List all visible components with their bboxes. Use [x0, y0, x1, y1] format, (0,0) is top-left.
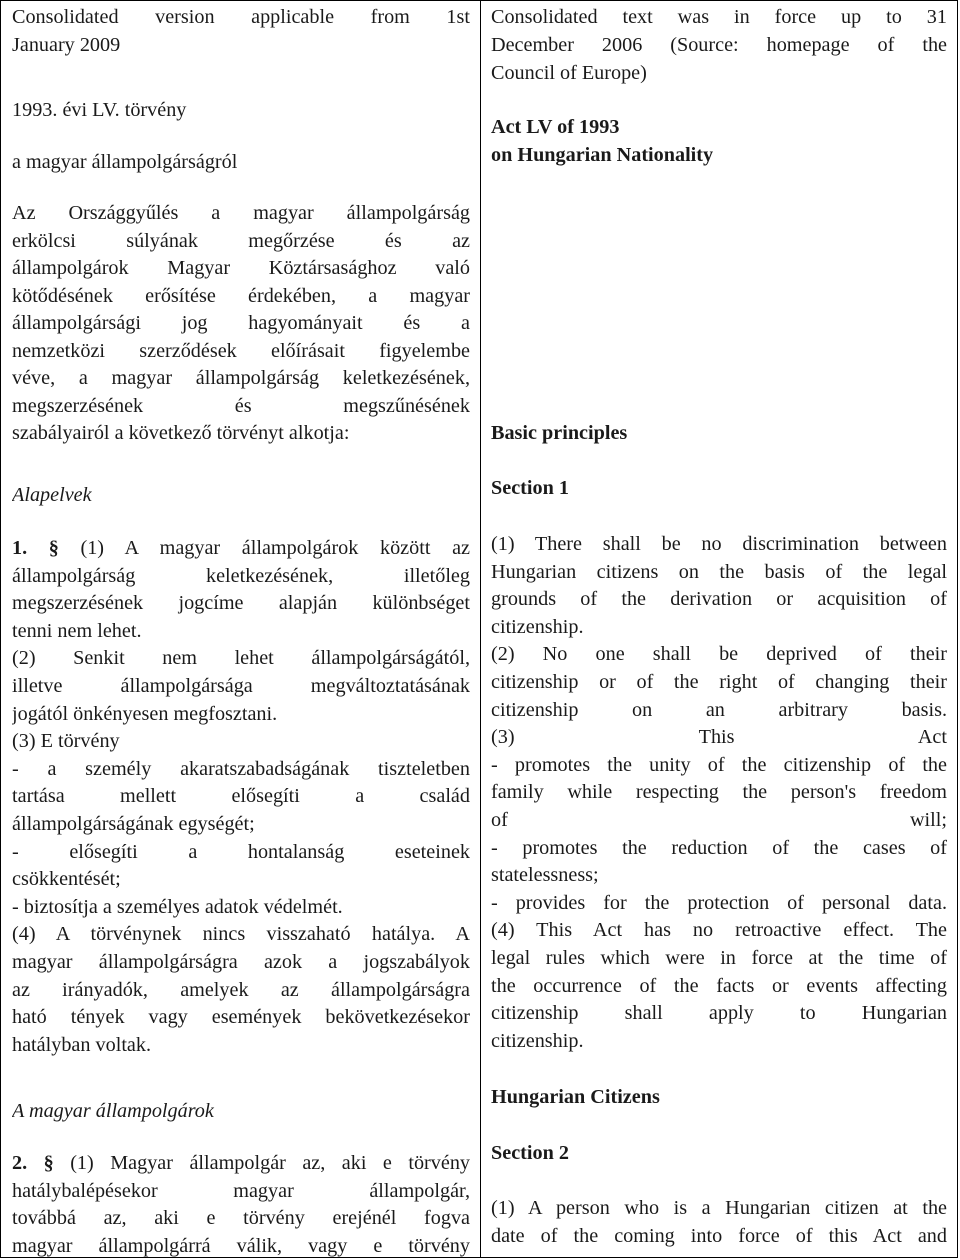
section-line: - a személy akaratszabadságának tiszteletben	[12, 757, 470, 780]
section-line: (2) Senkit nem lehet állampolgárságától,	[12, 647, 470, 670]
section-line: továbbá az, aki e törvény erejénél fogva	[12, 1207, 470, 1229]
section-line: tenni nem lehet.	[12, 619, 142, 642]
heading-citizens: A magyar állampolgárok	[12, 1100, 214, 1122]
act-subtitle: a magyar állampolgárságról	[12, 151, 238, 173]
heading-citizens: Hungarian Citizens	[491, 1086, 660, 1108]
section-line: date of the coming into force of this Act and	[491, 1224, 947, 1247]
preamble-line: Az Országgyűlés a magyar állampolgárság	[12, 202, 470, 224]
section-number: 1.	[12, 537, 28, 559]
section-line: citizenship.	[491, 615, 584, 638]
preamble-line: szabályairól a következő törvényt alkotja:	[12, 422, 350, 444]
preamble-line: kötődésének erősítése érdekében, a magyar	[12, 284, 470, 307]
section-1-first-line	[12, 535, 470, 563]
section-2-heading: Section 2	[491, 1142, 569, 1164]
section-sign: §	[48, 537, 59, 559]
consolidated-text-note: Council of Europe)	[491, 62, 647, 84]
hungarian-column	[12, 1, 470, 1257]
section-line: (2) No one shall be deprived of their	[491, 643, 947, 666]
section-line: illetve állampolgársága megváltoztatásának	[12, 675, 470, 697]
section-line: - elősegíti a hontalanság eseteinek	[12, 840, 470, 863]
section-line: Hungarian citizens on the basis of the legal	[491, 560, 947, 583]
preamble-line: állampolgársági jog hagyományait és a	[12, 312, 470, 334]
section-line: (1) There shall be no discrimination between	[491, 533, 947, 555]
section-line: citizenship shall apply to Hungarian	[491, 1002, 947, 1025]
section-line: hatályban voltak.	[12, 1033, 152, 1056]
consolidated-version-date: January 2009	[12, 34, 121, 56]
section-line: az irányadók, amelyek az állampolgárságra	[12, 978, 470, 1001]
section-line: állampolgárság keletkezésének, illetőleg	[12, 564, 470, 587]
preamble-line: erkölcsi súlyának megőrzése és az	[12, 229, 470, 252]
section-line: statelessness;	[491, 864, 599, 887]
section-line: csökkentését;	[12, 868, 121, 891]
section-line: citizenship on an arbitrary basis.	[491, 698, 947, 721]
consolidated-text-note: Consolidated text was in force up to 31	[491, 6, 947, 28]
section-text: (1) Magyar állampolgár az, aki e törvény	[70, 1152, 470, 1174]
section-1-heading: Section 1	[491, 477, 569, 499]
heading-principles: Alapelvek	[12, 484, 92, 506]
act-title: Act LV of 1993	[491, 116, 620, 138]
section-line: magyar állampolgárrá válik, vagy e törvény	[12, 1234, 470, 1257]
heading-principles: Basic principles	[491, 422, 628, 444]
section-line: magyar állampolgárságra azok a jogszabályok	[12, 951, 470, 973]
section-line: citizenship or of the right of changing their	[491, 671, 947, 693]
preamble-line: nemzetközi szerződések előírásait figyelembe	[12, 339, 470, 362]
preamble-line: megszerzésének és megszűnésének	[12, 394, 470, 417]
act-title: 1993. évi LV. törvény	[12, 99, 187, 121]
section-text: (1) A magyar állampolgárok között az	[80, 537, 470, 559]
section-2-first-line	[12, 1150, 470, 1178]
section-line: tartása mellett elősegíti a család	[12, 785, 470, 808]
section-line: megszerzésének jogcíme alapján különbséget	[12, 592, 470, 615]
section-line: jogától önkényesen megfosztani.	[12, 702, 278, 725]
column-divider	[480, 1, 481, 1257]
section-sign: §	[43, 1152, 54, 1174]
section-line: of will;	[491, 809, 947, 831]
consolidated-version-note: Consolidated version applicable from 1st	[12, 6, 470, 28]
section-line: hatálybalépésekor magyar állampolgár,	[12, 1179, 470, 1202]
section-line: family while respecting the person's freedom	[491, 781, 947, 804]
preamble-line: állampolgárok Magyar Köztársasághoz való	[12, 257, 470, 279]
act-subtitle: on Hungarian Nationality	[491, 144, 714, 166]
section-line: legal rules which were in force at the time of	[491, 947, 947, 969]
section-number: 2.	[12, 1152, 28, 1174]
section-line: (1) A person who is a Hungarian citizen at the	[491, 1197, 947, 1219]
english-column	[491, 1, 947, 1257]
section-line: ható tények vagy események bekövetkezésekor	[12, 1006, 470, 1029]
section-line: (4) This Act has no retroactive effect. The	[491, 919, 947, 942]
section-line: - promotes the reduction of the cases of	[491, 836, 947, 859]
section-line: grounds of the derivation or acquisition of	[491, 588, 947, 611]
section-line: - promotes the unity of the citizenship of the	[491, 753, 947, 776]
section-line: (4) A törvénynek nincs visszaható hatálya. A	[12, 923, 470, 946]
section-line: - biztosítja a személyes adatok védelmét.	[12, 895, 343, 918]
section-line: (3) This Act	[491, 726, 947, 749]
section-line: - provides for the protection of personal data.	[491, 891, 947, 914]
preamble-line: véve, a magyar állampolgárság keletkezésének,	[12, 367, 470, 389]
consolidated-text-note: December 2006 (Source: homepage of the	[491, 34, 947, 56]
section-line: állampolgárságának egységét;	[12, 813, 255, 835]
section-line: (3) E törvény	[12, 730, 120, 753]
section-line: citizenship.	[491, 1029, 584, 1052]
section-line: the occurrence of the facts or events affecting	[491, 974, 947, 997]
